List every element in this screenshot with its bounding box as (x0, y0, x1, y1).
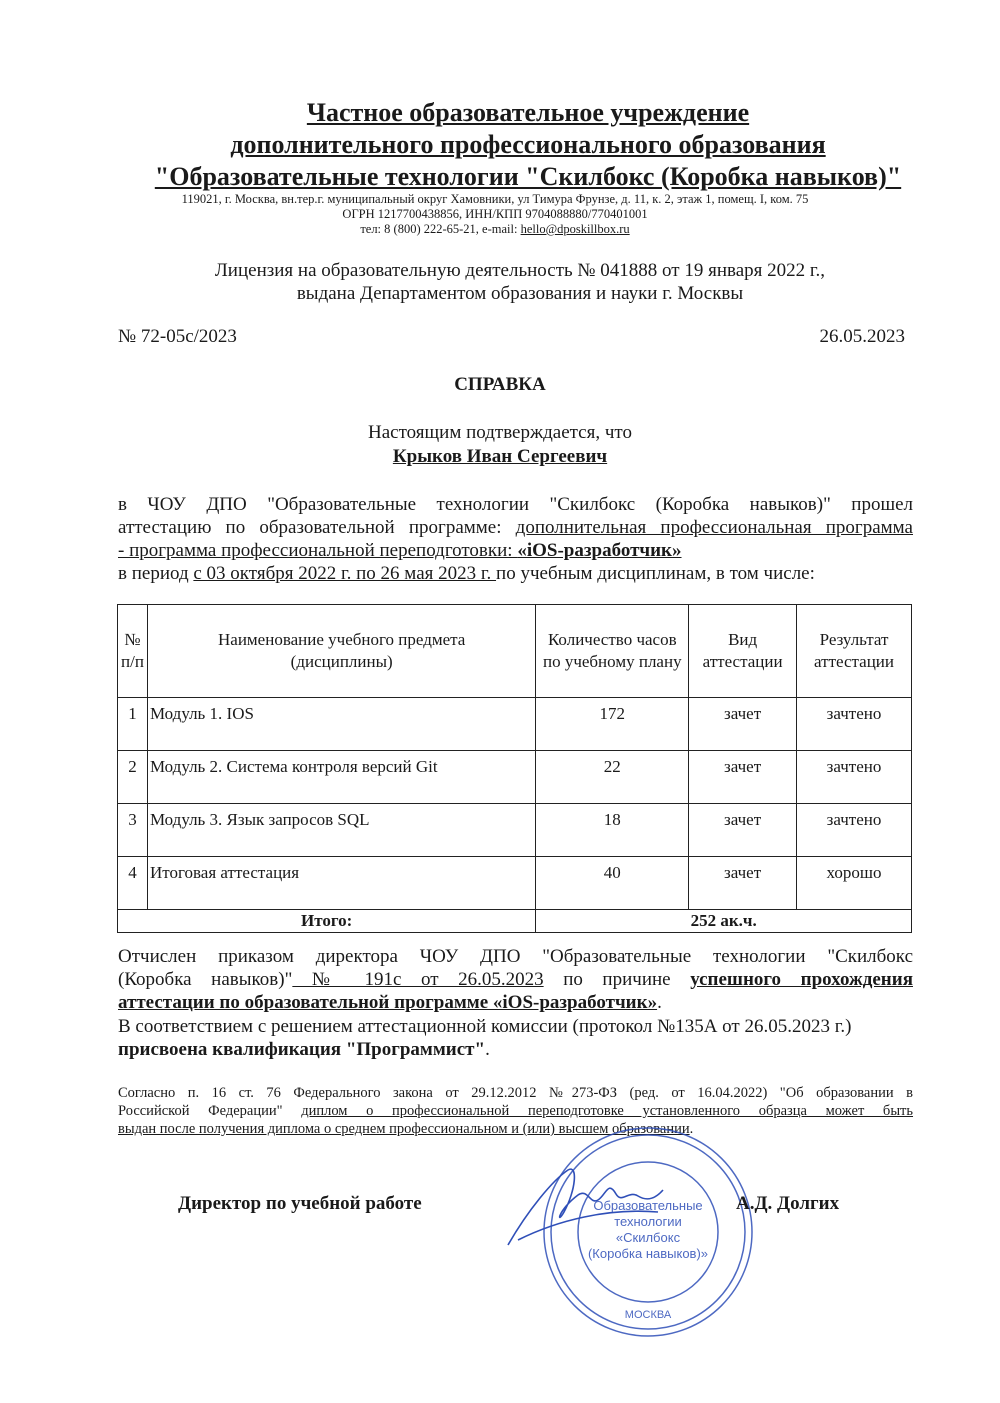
row-hours: 172 (536, 698, 689, 751)
body-line2 (118, 517, 913, 539)
footnote-diploma-note: диплом о профессиональной переподготовке установленного образца может быть (301, 1103, 914, 1119)
row-type: зачет (689, 751, 797, 804)
col-header-type: Вид аттестации (689, 605, 797, 698)
program-subtype: - программа профессиональной переподготовки: (118, 540, 518, 561)
col-header-hours: Количество часов по учебному плану (536, 605, 689, 698)
total-label: Итого: (118, 910, 536, 933)
study-period: с 03 октября 2022 г. по 26 мая 2023 г. (193, 563, 497, 584)
row-type: зачет (689, 804, 797, 857)
footnote-line2 (118, 1103, 913, 1120)
row-hours: 22 (536, 751, 689, 804)
footnote-end: . (689, 1121, 694, 1137)
row-number: 2 (118, 751, 148, 804)
body-line3 (118, 540, 682, 562)
org-contacts (0, 222, 990, 237)
expulsion-period: . (657, 992, 662, 1013)
total-value: 252 ак.ч. (536, 910, 912, 933)
expulsion-org: (Коробка навыков)" (118, 969, 293, 990)
row-result: зачтено (797, 698, 912, 751)
confirm-text: Настоящим подтверждается, что (368, 422, 632, 443)
stamp-text-line3: «Скилбокс (615, 1230, 681, 1245)
row-hours: 18 (536, 804, 689, 857)
row-number: 4 (118, 857, 148, 910)
signer-position: Директор по учебной работе (178, 1193, 422, 1214)
signer-name: А.Д. Долгих (736, 1193, 840, 1214)
qualification-line (118, 1039, 490, 1061)
license-line2: выдана Департаментом образования и науки г. Москвы (296, 283, 744, 304)
qualification: присвоена квалификация "Программист" (118, 1039, 486, 1060)
row-number: 3 (118, 804, 148, 857)
table-row (118, 698, 912, 751)
footnote-diploma-condition: выдан после получения диплома о среднем профессиональном и (или) высшем образовании (118, 1121, 690, 1137)
stamp-text-line2: технологии (614, 1214, 682, 1229)
qualification-end: . (485, 1039, 490, 1060)
row-number: 1 (118, 698, 148, 751)
row-subject: Модуль 2. Система контроля версий Git (147, 751, 535, 804)
program-name: «iOS-разработчик» (517, 540, 682, 561)
org-name-line2: дополнительного профессионального образования (230, 130, 826, 159)
table-row (118, 857, 912, 910)
footnote-line1: Согласно п. 16 ст. 76 Федерального закона от 29.12.2012 №273-ФЗ (ред. от 16.04.2022) "Об образовании в (118, 1085, 913, 1101)
row-type: зачет (689, 857, 797, 910)
row-subject: Модуль 1. IOS (147, 698, 535, 751)
org-name-line3: "Образовательные технологии "Скилбокс (Коробка навыков)" (154, 162, 902, 191)
expulsion-line3 (118, 992, 662, 1014)
row-subject: Модуль 3. Язык запросов SQL (147, 804, 535, 857)
org-address: 119021, г. Москва, вн.тер.г. муниципальный округ Хамовники, ул Тимура Фрунзе, д. 11, к. 2, этаж 1, помещ. I, ком. 75 (181, 192, 809, 206)
period-suffix: по учебным дисциплинам, в том числе: (496, 563, 815, 584)
expulsion-line2 (118, 969, 913, 991)
program-type: дополнительная профессиональная программа (515, 517, 913, 538)
document-date: 26.05.2023 (819, 326, 905, 347)
body-line1: в ЧОУ ДПО "Образовательные технологии "Скилбокс (Коробка навыков)" прошел (118, 494, 913, 515)
row-result: хорошо (797, 857, 912, 910)
table-row (118, 751, 912, 804)
expulsion-reason-start: успешного прохождения (690, 969, 913, 990)
col-header-subject: Наименование учебного предмета (дисциплины) (147, 605, 535, 698)
footnote-law-name: Российской Федерации" (118, 1103, 302, 1119)
document-number: № 72-05с/2023 (118, 326, 237, 347)
org-name-line1: Частное образовательное учреждение (306, 98, 750, 127)
org-phone: тел: 8 (800) 222-65-21, e-mail: (360, 222, 521, 236)
expulsion-mid: по причине (543, 969, 691, 990)
document-title: СПРАВКА (454, 374, 546, 395)
row-result: зачтено (797, 804, 912, 857)
row-subject: Итоговая аттестация (147, 857, 535, 910)
stamp-city: МОСКВА (624, 1309, 672, 1321)
col-header-result: Результат аттестации (797, 605, 912, 698)
commission-decision: В соответствием с решением аттестационной комиссии (протокол №135А от 26.05.2023 г.) (118, 1016, 852, 1037)
row-result: зачтено (797, 751, 912, 804)
org-ogrn: ОГРН 1217700438856, ИНН/КПП 9704088880/770401001 (342, 207, 648, 221)
row-hours: 40 (536, 857, 689, 910)
body-line2-prefix: аттестацию по образовательной программе: (118, 517, 516, 538)
stamp-text-line1: Образовательные (593, 1198, 703, 1213)
period-prefix: в период (118, 563, 194, 584)
person-name: Крыков Иван Сергеевич (392, 446, 608, 467)
row-type: зачет (689, 698, 797, 751)
subjects-table (117, 604, 912, 933)
expulsion-line1: Отчислен приказом директора ЧОУ ДПО "Образовательные технологии "Скилбокс (118, 946, 913, 967)
org-email: hello@dposkillbox.ru (520, 222, 630, 236)
table-row (118, 804, 912, 857)
stamp-text-line4: (Коробка навыков)» (587, 1246, 709, 1261)
table-total-row (118, 910, 912, 933)
director-signature (498, 1150, 668, 1260)
license-line1: Лицензия на образовательную деятельность № 041888 от 19 января 2022 г., (214, 260, 826, 281)
expulsion-order: № 191с от 26.05.2023 (292, 969, 544, 990)
body-line4 (118, 563, 815, 585)
col-header-number: № п/п (118, 605, 148, 698)
expulsion-reason-end: аттестации по образовательной программе «iOS-разработчик» (118, 992, 658, 1013)
table-header-row (118, 605, 912, 698)
